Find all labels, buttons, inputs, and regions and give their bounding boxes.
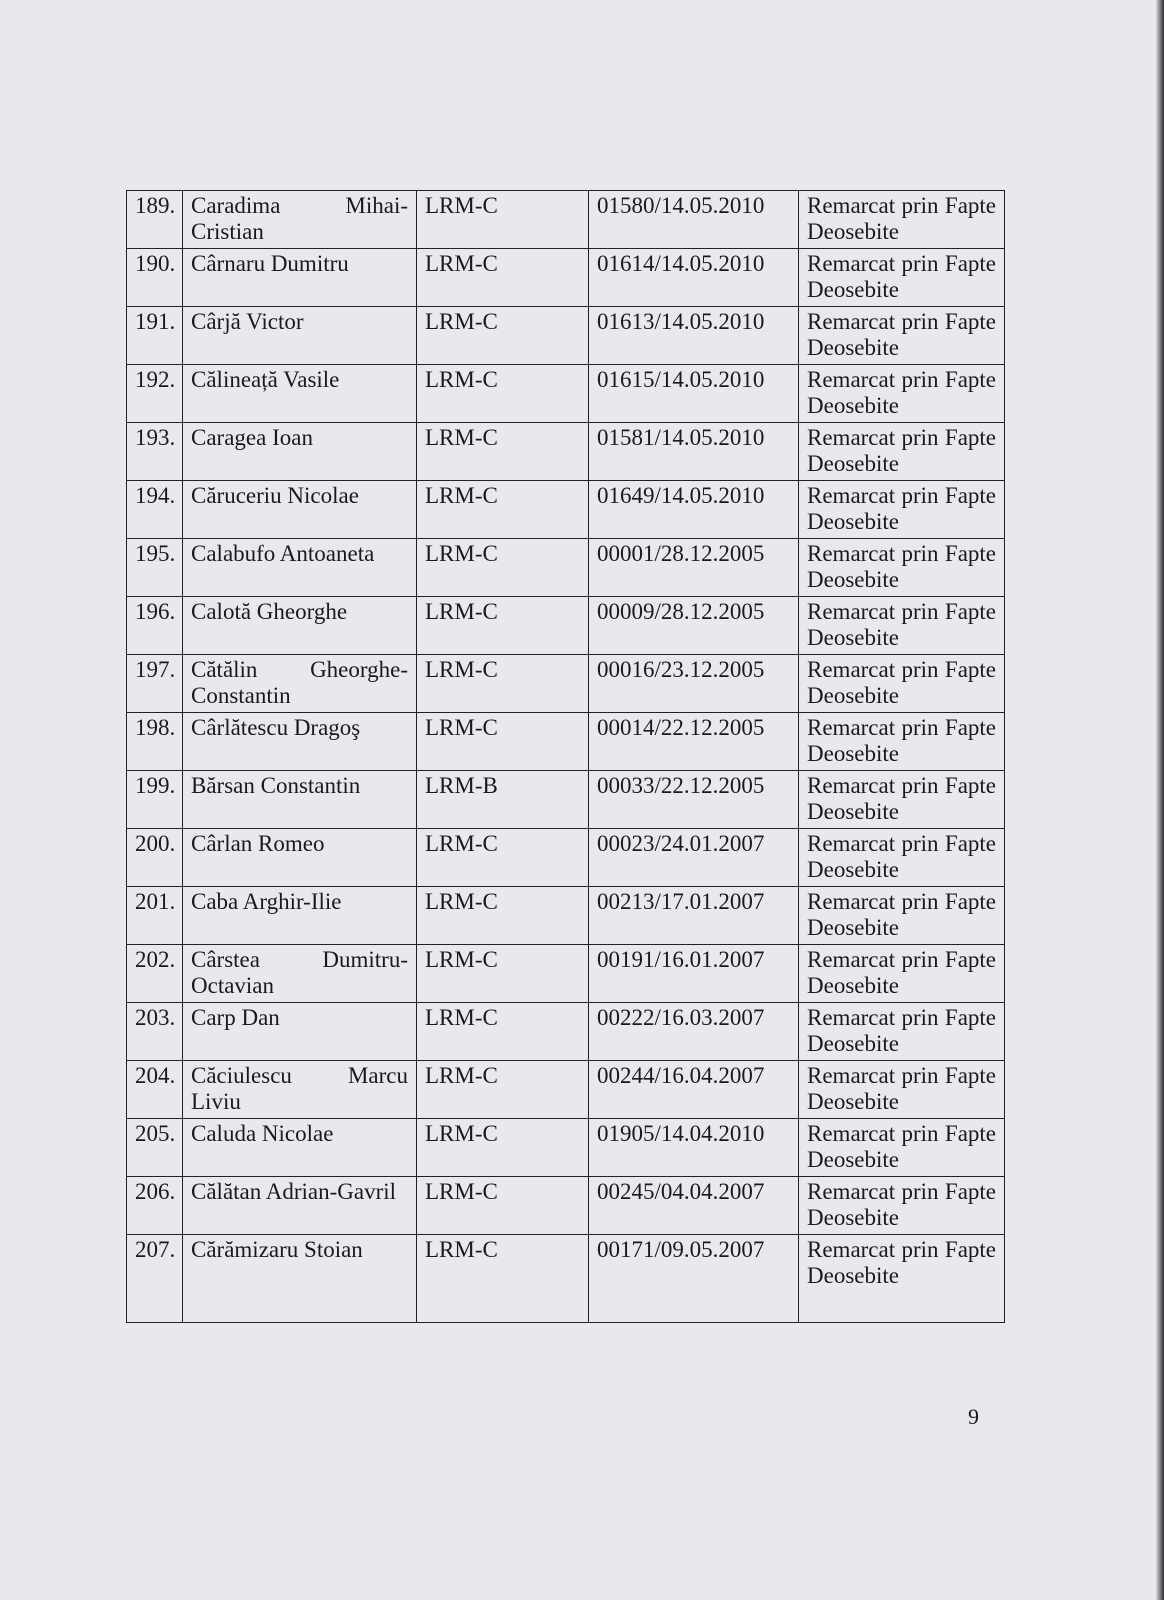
row-number-cell: 197. (127, 655, 183, 713)
document-number-cell: 00222/16.03.2007 (589, 1003, 799, 1061)
table-row (127, 1003, 1005, 1061)
name-cell: Cârlătescu Dragoş (183, 713, 417, 771)
reason-cell: Remarcat prin Fapte Deosebite (799, 191, 1005, 249)
row-number-cell: 206. (127, 1177, 183, 1235)
row-number-cell: 189. (127, 191, 183, 249)
reason-cell: Remarcat prin Fapte Deosebite (799, 1177, 1005, 1235)
row-number-cell: 205. (127, 1119, 183, 1177)
row-number-cell: 199. (127, 771, 183, 829)
reason-cell: Remarcat prin Fapte Deosebite (799, 887, 1005, 945)
row-number-cell: 194. (127, 481, 183, 539)
grade-cell: LRM-C (417, 191, 589, 249)
name-cell: Cârstea Dumitru-Octavian (183, 945, 417, 1003)
reason-cell: Remarcat prin Fapte Deosebite (799, 1061, 1005, 1119)
name-cell: Calabufo Antoaneta (183, 539, 417, 597)
document-number-cell: 00001/28.12.2005 (589, 539, 799, 597)
awards-table (126, 190, 1005, 1323)
name-cell: Calotă Gheorghe (183, 597, 417, 655)
document-number-cell: 00009/28.12.2005 (589, 597, 799, 655)
table-row (127, 1177, 1005, 1235)
name-cell: Cârlan Romeo (183, 829, 417, 887)
reason-cell: Remarcat prin Fapte Deosebite (799, 481, 1005, 539)
row-number-cell: 196. (127, 597, 183, 655)
table-row (127, 1061, 1005, 1119)
row-number-cell: 191. (127, 307, 183, 365)
document-number-cell: 00033/22.12.2005 (589, 771, 799, 829)
grade-cell: LRM-C (417, 945, 589, 1003)
reason-cell: Remarcat prin Fapte Deosebite (799, 945, 1005, 1003)
name-cell: Caragea Ioan (183, 423, 417, 481)
document-number-cell: 01905/14.04.2010 (589, 1119, 799, 1177)
page-number: 9 (968, 1404, 979, 1429)
name-cell: Căruceriu Nicolae (183, 481, 417, 539)
document-number-cell: 01649/14.05.2010 (589, 481, 799, 539)
document-number-cell: 01614/14.05.2010 (589, 249, 799, 307)
document-number-cell: 00023/24.01.2007 (589, 829, 799, 887)
name-cell: Caradima Mihai-Cristian (183, 191, 417, 249)
grade-cell: LRM-C (417, 1235, 589, 1323)
row-number-cell: 201. (127, 887, 183, 945)
table-row (127, 365, 1005, 423)
table-row (127, 887, 1005, 945)
grade-cell: LRM-C (417, 1003, 589, 1061)
page-edge (1156, 0, 1164, 1600)
document-number-cell: 00016/23.12.2005 (589, 655, 799, 713)
name-cell: Cătălin Gheorghe-Constantin (183, 655, 417, 713)
grade-cell: LRM-C (417, 713, 589, 771)
grade-cell: LRM-C (417, 1119, 589, 1177)
grade-cell: LRM-C (417, 829, 589, 887)
grade-cell: LRM-B (417, 771, 589, 829)
grade-cell: LRM-C (417, 307, 589, 365)
row-number-cell: 200. (127, 829, 183, 887)
table-row (127, 829, 1005, 887)
table-row (127, 771, 1005, 829)
table-row (127, 945, 1005, 1003)
grade-cell: LRM-C (417, 1177, 589, 1235)
reason-cell: Remarcat prin Fapte Deosebite (799, 597, 1005, 655)
name-cell: Caluda Nicolae (183, 1119, 417, 1177)
table-row (127, 423, 1005, 481)
document-number-cell: 01613/14.05.2010 (589, 307, 799, 365)
grade-cell: LRM-C (417, 249, 589, 307)
row-number-cell: 198. (127, 713, 183, 771)
document-number-cell: 01580/14.05.2010 (589, 191, 799, 249)
reason-cell: Remarcat prin Fapte Deosebite (799, 365, 1005, 423)
document-number-cell: 00245/04.04.2007 (589, 1177, 799, 1235)
row-number-cell: 190. (127, 249, 183, 307)
row-number-cell: 207. (127, 1235, 183, 1323)
grade-cell: LRM-C (417, 1061, 589, 1119)
reason-cell: Remarcat prin Fapte Deosebite (799, 539, 1005, 597)
grade-cell: LRM-C (417, 655, 589, 713)
grade-cell: LRM-C (417, 423, 589, 481)
reason-cell: Remarcat prin Fapte Deosebite (799, 771, 1005, 829)
row-number-cell: 193. (127, 423, 183, 481)
grade-cell: LRM-C (417, 597, 589, 655)
name-cell: Bărsan Constantin (183, 771, 417, 829)
table-row (127, 1119, 1005, 1177)
row-number-cell: 202. (127, 945, 183, 1003)
name-cell: Călineață Vasile (183, 365, 417, 423)
document-number-cell: 00213/17.01.2007 (589, 887, 799, 945)
row-number-cell: 195. (127, 539, 183, 597)
reason-cell: Remarcat prin Fapte Deosebite (799, 1003, 1005, 1061)
document-number-cell: 01581/14.05.2010 (589, 423, 799, 481)
row-number-cell: 203. (127, 1003, 183, 1061)
table-row (127, 597, 1005, 655)
name-cell: Caba Arghir-Ilie (183, 887, 417, 945)
name-cell: Cârjă Victor (183, 307, 417, 365)
table-row (127, 307, 1005, 365)
reason-cell: Remarcat prin Fapte Deosebite (799, 1119, 1005, 1177)
reason-cell: Remarcat prin Fapte Deosebite (799, 713, 1005, 771)
table-row (127, 481, 1005, 539)
row-number-cell: 204. (127, 1061, 183, 1119)
table-row (127, 1235, 1005, 1323)
document-number-cell: 00171/09.05.2007 (589, 1235, 799, 1323)
name-cell: Cărămizaru Stoian (183, 1235, 417, 1323)
grade-cell: LRM-C (417, 887, 589, 945)
table-body (127, 191, 1005, 1323)
document-number-cell: 00191/16.01.2007 (589, 945, 799, 1003)
table-row (127, 249, 1005, 307)
reason-cell: Remarcat prin Fapte Deosebite (799, 829, 1005, 887)
row-number-cell: 192. (127, 365, 183, 423)
document-number-cell: 00244/16.04.2007 (589, 1061, 799, 1119)
table-row (127, 655, 1005, 713)
name-cell: Carp Dan (183, 1003, 417, 1061)
document-number-cell: 01615/14.05.2010 (589, 365, 799, 423)
table-row (127, 191, 1005, 249)
reason-cell: Remarcat prin Fapte Deosebite (799, 655, 1005, 713)
reason-cell: Remarcat prin Fapte Deosebite (799, 307, 1005, 365)
name-cell: Căciulescu Marcu Liviu (183, 1061, 417, 1119)
reason-cell: Remarcat prin Fapte Deosebite (799, 249, 1005, 307)
grade-cell: LRM-C (417, 481, 589, 539)
table-row (127, 713, 1005, 771)
grade-cell: LRM-C (417, 365, 589, 423)
reason-cell: Remarcat prin Fapte Deosebite (799, 423, 1005, 481)
name-cell: Călătan Adrian-Gavril (183, 1177, 417, 1235)
document-number-cell: 00014/22.12.2005 (589, 713, 799, 771)
reason-cell: Remarcat prin Fapte Deosebite (799, 1235, 1005, 1323)
name-cell: Cârnaru Dumitru (183, 249, 417, 307)
grade-cell: LRM-C (417, 539, 589, 597)
table-row (127, 539, 1005, 597)
